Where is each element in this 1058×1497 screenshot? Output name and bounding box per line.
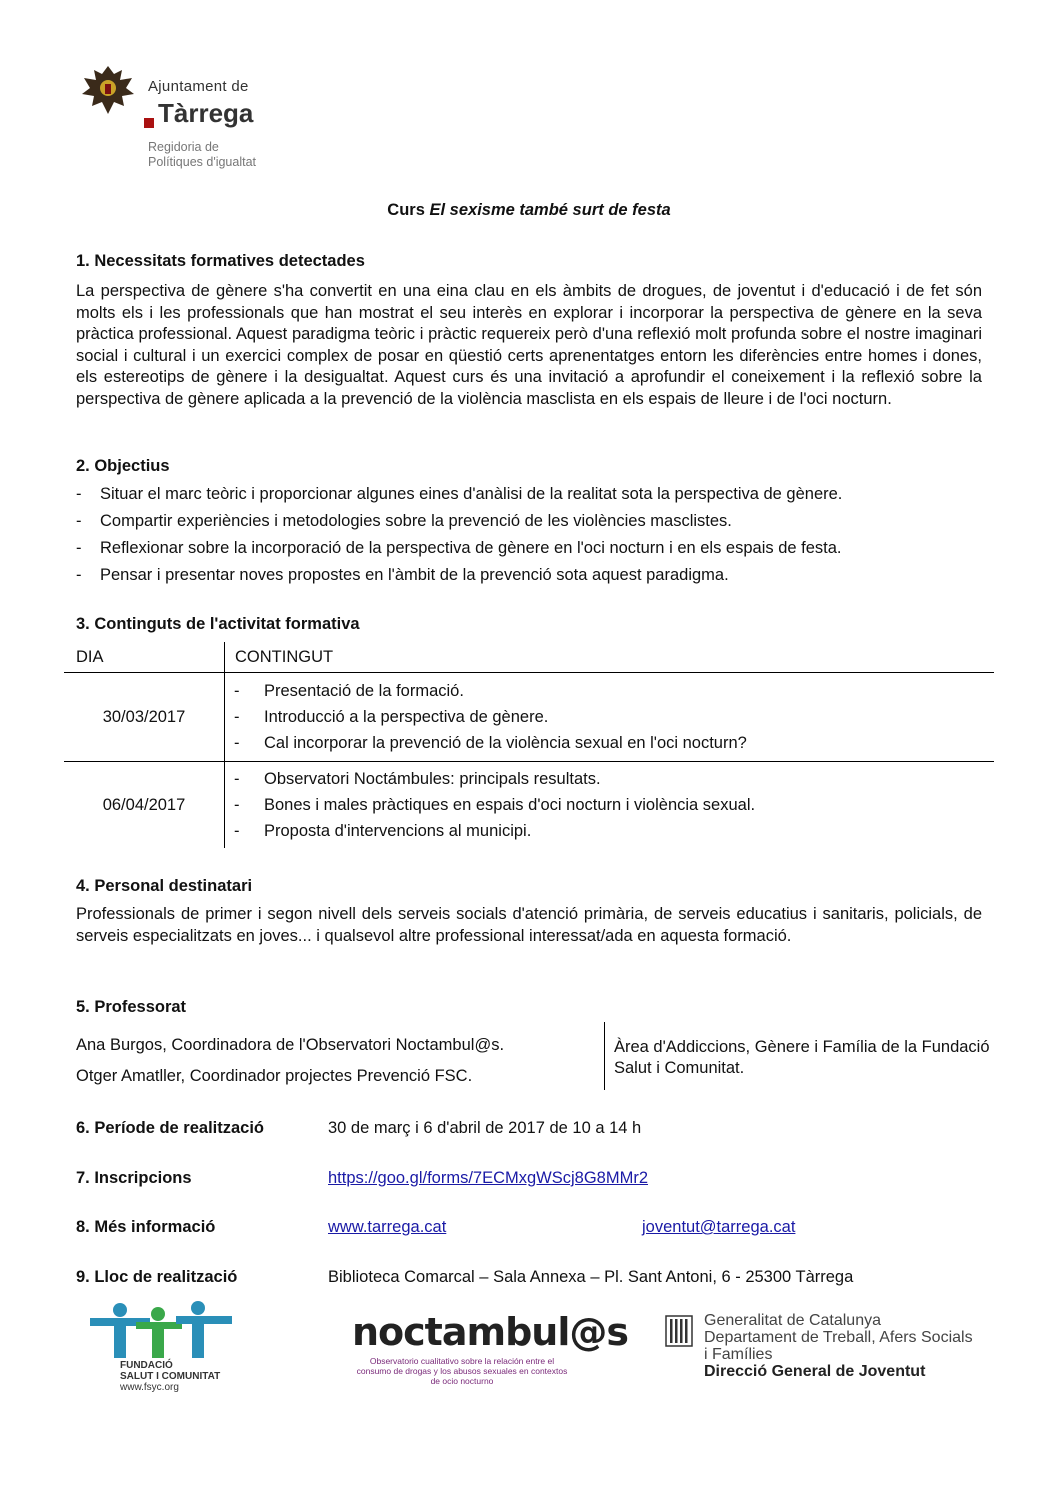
- list-item: - Presentació de la formació.: [234, 682, 464, 700]
- registration-link[interactable]: https://goo.gl/forms/7ECMxgWScj8G8MMr2: [328, 1169, 649, 1187]
- list-item: - Compartir experiències i metodologies sobre la prevenció de les violències masclistes.: [76, 512, 732, 530]
- list-item: - Situar el marc teòric i proporcionar algunes eines d'anàlisi de la realitat sota la perspectiva de gènere.: [76, 485, 843, 503]
- list-item: - Reflexionar sobre la incorporació de la perspectiva de gènere en l'oci nocturn i en els espais de festa.: [76, 539, 842, 557]
- website-link[interactable]: www.tarrega.cat: [328, 1218, 447, 1236]
- divider: [604, 1022, 605, 1090]
- section-4-text: Professionals de primer i segon nivell dels serveis socials d'atenció primària, de serveis educatius i sanitaris, policials, de serveis especialitzats en joves... i qualsevol altre professional interessat/ada en aquesta formació.: [76, 905, 982, 945]
- section-1-heading: 1. Necessitats formatives detectades: [76, 252, 365, 270]
- fsc-logo: FUNDACIÓ SALUT I COMUNITAT www.fsyc.org: [80, 1300, 250, 1400]
- content-table: [64, 642, 994, 848]
- section-2-heading: 2. Objectius: [76, 457, 170, 475]
- course-title: Curs El sexisme també surt de festa: [387, 201, 671, 219]
- table-row: [64, 762, 994, 849]
- teacher-name: Otger Amatller, Coordinador projectes Prevenció FSC.: [76, 1067, 473, 1085]
- list-item: - Cal incorporar la prevenció de la violència sexual en l'oci nocturn?: [234, 734, 747, 752]
- teachers-list: [76, 1030, 504, 1092]
- tarrega-logo: [78, 62, 298, 172]
- generalitat-logo: Generalitat de Catalunya Departament de Treball, Afers Socials i Famílies Direcció General de Joventut: [664, 1312, 994, 1392]
- brand-mark: [144, 118, 154, 128]
- email-link[interactable]: joventut@tarrega.cat: [642, 1218, 796, 1236]
- location-value: Biblioteca Comarcal – Sala Annexa – Pl. Sant Antoni, 6 - 25300 Tàrrega: [328, 1268, 854, 1286]
- list-item: - Proposta d'intervencions al municipi.: [234, 822, 532, 840]
- org-line2: Tàrrega: [158, 98, 254, 128]
- registration-label: 7. Inscripcions: [76, 1169, 192, 1187]
- info-label: 8. Més informació: [76, 1218, 216, 1236]
- objectives-list: [76, 481, 982, 589]
- list-item: - Bones i males pràctiques en espais d'oci nocturn i violència sexual.: [234, 796, 756, 814]
- teachers-affiliation: Àrea d'Addiccions, Gènere i Família de la Fundació Salut i Comunitat.: [614, 1038, 990, 1077]
- list-item: - Pensar i presentar noves propostes en l'àmbit de la prevenció sota aquest paradigma.: [76, 566, 729, 584]
- generalitat-emblem-icon: [664, 1314, 694, 1348]
- org-line1: Ajuntament de: [148, 78, 249, 95]
- period-value: 30 de març i 6 d'abril de 2017 de 10 a 14 h: [328, 1119, 642, 1137]
- location-label: 9. Lloc de realització: [76, 1268, 238, 1286]
- section-1-text: La perspectiva de gènere s'ha convertit en una eina clau en els àmbits de drogues, de joventut i d'educació i de fet són molts els i les professionals que han mostrat el seu interès en explorar i incorporar la perspectiva de gènere en la seva pràctica professional. Aquest paradigma teòric i pràctic requereix però d'una reflexió molt profunda sobre el nostre imaginari social i cultural i un exercici complex de posar en qüestió certs aprenentatges entorn les diferències entre homes i dones, els estereotips de gènere i la desigualtat. Aquest curs és una invitació a aprofundir el coneixement i la reflexió sobre la perspectiva de gènere aplicada a la prevenció de la violència masclista en els espais de lleure i de l'oci nocturn.: [76, 282, 982, 408]
- people-figures-icon: [80, 1300, 250, 1360]
- session-date: 30/03/2017: [64, 673, 225, 762]
- column-header-dia: DIA: [64, 642, 225, 673]
- teacher-name: Ana Burgos, Coordinadora de l'Observatori Noctambul@s.: [76, 1036, 505, 1054]
- list-item: - Observatori Noctámbules: principals resultats.: [234, 770, 601, 788]
- table-row: [64, 673, 994, 762]
- coat-of-arms-icon: [78, 62, 138, 122]
- column-header-contingut: CONTINGUT: [225, 642, 995, 673]
- noctambulas-logo: noctambul@s Observatorio cualitativo sobre la relación entre el consumo de drogas y los abusos sexuales en contextos de ocio nocturno: [352, 1310, 628, 1386]
- list-item: - Introducció a la perspectiva de gènere.: [234, 708, 549, 726]
- session-date: 06/04/2017: [64, 762, 225, 849]
- department-name: Regidoria de Polítiques d'igualtat: [148, 140, 257, 169]
- section-3-heading: 3. Continguts de l'activitat formativa: [76, 615, 360, 633]
- section-4-heading: 4. Personal destinatari: [76, 877, 253, 895]
- period-label: 6. Període de realització: [76, 1119, 264, 1137]
- section-5-heading: 5. Professorat: [76, 998, 187, 1016]
